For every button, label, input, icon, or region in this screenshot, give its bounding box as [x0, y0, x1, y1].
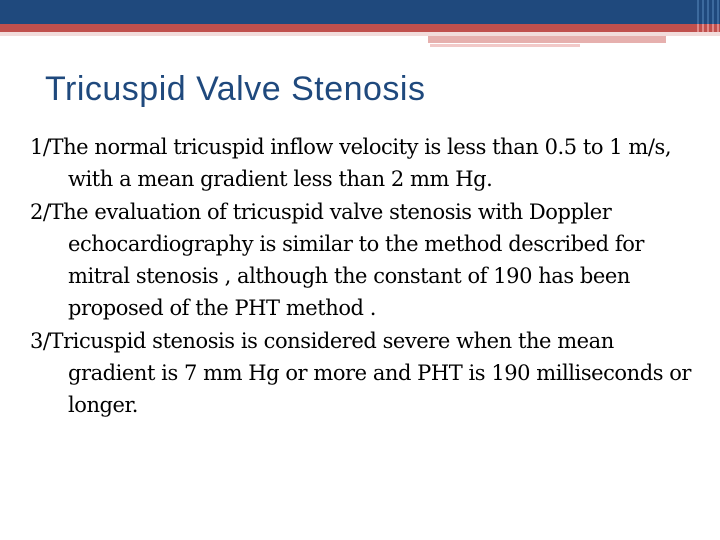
list-item: 2/The evaluation of tricuspid valve stenosis with Doppler echocardiography is similar to the method described for mitral stenosis , although the constant of 190 has been proposed of the PHT method .: [30, 200, 644, 320]
header-accent-bar-small: [430, 44, 580, 47]
slide-content-list: [30, 131, 706, 422]
list-item: 1/The normal tricuspid inflow velocity is less than 0.5 to 1 m/s, with a mean gradient less than 2 mm Hg.: [30, 135, 672, 191]
header-band-red: [0, 24, 720, 32]
list-item: 3/Tricuspid stenosis is considered severe when the mean gradient is 7 mm Hg or more and PHT is 190 milliseconds or longer.: [30, 329, 692, 417]
header-band-red-stripes: [694, 24, 720, 32]
slide-title: Tricuspid Valve Stenosis: [45, 70, 426, 108]
header-accent-bar: [428, 36, 666, 43]
header-band-navy: [0, 0, 720, 24]
header-band-stripes: [694, 0, 720, 24]
